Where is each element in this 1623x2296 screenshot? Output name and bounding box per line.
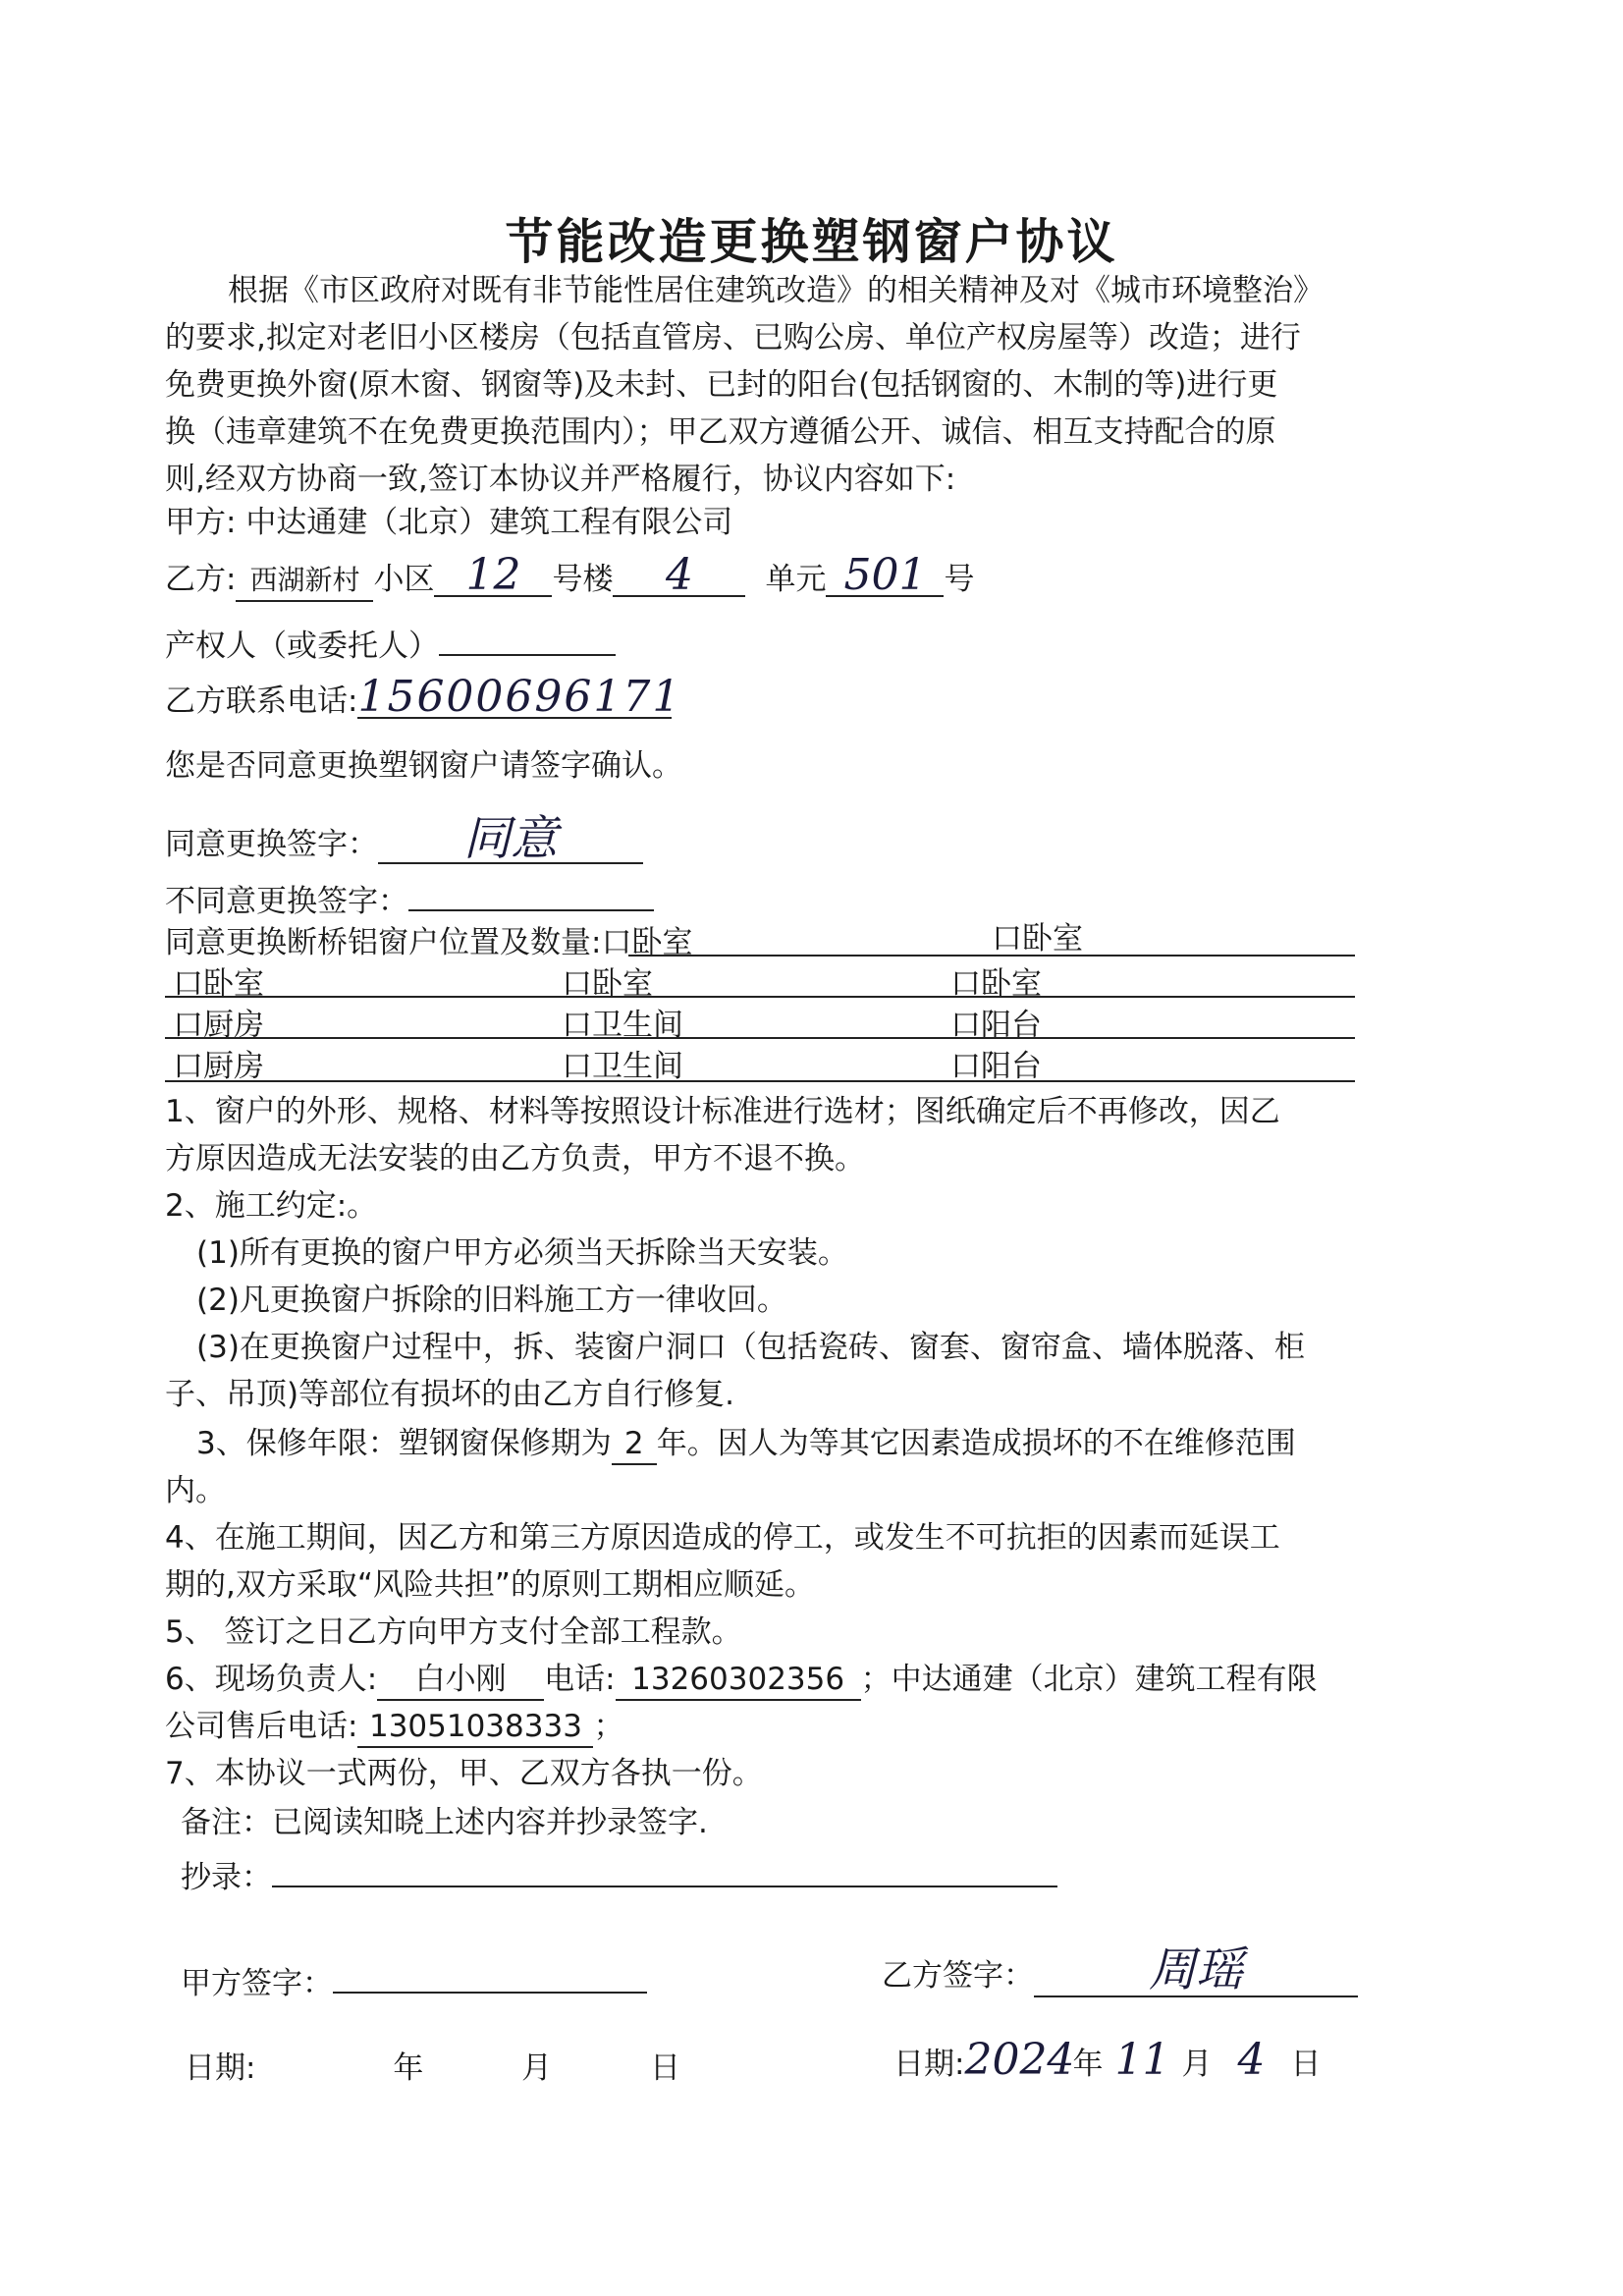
position-r1-c1[interactable]: 口卧室 (601, 925, 693, 960)
date-a-month-unit: 月 (521, 2050, 553, 2086)
clause-2-2: (2)凡更换窗户拆除的旧料施工方一律收回。 (196, 1283, 787, 1318)
position-r2-c3[interactable]: 口卧室 (950, 966, 1042, 1002)
position-r4-c2[interactable]: 口卫生间 (562, 1049, 683, 1084)
clause-2: 2、施工约定:。 (165, 1188, 378, 1224)
date-a-year-unit: 年 (393, 2050, 424, 2086)
date-a-label: 日期: (185, 2050, 256, 2086)
clause-2-3-line-1: (3)在更换窗户过程中，拆、装窗户洞口（包括瓷砖、窗套、窗帘盒、墙体脱落、柜 (196, 1330, 1305, 1365)
date-b-year[interactable]: 2024 (964, 2035, 1075, 2085)
owner-label: 产权人（或委托人） (165, 629, 439, 664)
unit-suffix: 单元 (765, 562, 827, 597)
sign-b-line (882, 1944, 1358, 1997)
intro-line-2: 的要求,拟定对老旧小区楼房（包括直管房、已购公房、单位产权房屋等）改造；进行 (165, 320, 1301, 355)
date-b-month[interactable]: 11 (1114, 2035, 1170, 2085)
phone-field[interactable]: 15600696171 (357, 672, 682, 722)
clause-7: 7、本协议一式两份，甲、乙双方各执一份。 (165, 1756, 763, 1791)
agree-signature-field[interactable]: 同意 (378, 815, 643, 864)
clause-4-line-1: 4、在施工期间，因乙方和第三方原因造成的停工，或发生不可抗拒的因素而延误工 (165, 1520, 1280, 1556)
clause-6-phone-label: 电话: (544, 1662, 616, 1697)
agree-line (165, 811, 643, 866)
sign-a-line (181, 1956, 647, 2003)
sign-b-field[interactable]: 周瑶 (1034, 1944, 1358, 1997)
position-r4-c3[interactable]: 口阳台 (950, 1049, 1042, 1084)
position-r4-c1[interactable]: 口厨房 (173, 1049, 264, 1084)
party-a-name: 中达通建（北京）建筑工程有限公司 (245, 505, 733, 540)
date-b-day-unit: 日 (1290, 2047, 1322, 2082)
positions-rule-4 (165, 1080, 1355, 1082)
disagree-line (165, 874, 654, 921)
sign-b-label: 乙方签字： (882, 1958, 1034, 1994)
party-b-line (165, 550, 975, 602)
positions-rule-2 (165, 996, 1355, 998)
party-b-label: 乙方: (165, 562, 237, 597)
service-phone-field[interactable]: 13051038333 (357, 1707, 593, 1748)
clause-6-label: 6、现场负责人: (165, 1662, 378, 1697)
date-a-day-unit: 日 (650, 2050, 681, 2086)
intro-line-4: 换（违章建筑不在免费更换范围内）；甲乙双方遵循公开、诚信、相互支持配合的原 (165, 414, 1276, 450)
sign-a-label: 甲方签字： (181, 1966, 333, 2001)
remark: 备注：已阅读知晓上述内容并抄录签字. (181, 1805, 708, 1840)
room-field[interactable]: 501 (826, 556, 944, 597)
agree-label: 同意更换签字： (165, 827, 378, 862)
positions-rule-1 (628, 955, 1355, 957)
clause-3-post: 年。因人为等其它因素造成损坏的不在维修范围 (656, 1426, 1296, 1461)
clause-6-line-2 (165, 1707, 623, 1748)
building-field[interactable]: 12 (434, 556, 552, 597)
room-suffix: 号 (944, 562, 975, 597)
site-manager-field[interactable]: 白小刚 (377, 1660, 544, 1701)
date-a-line (185, 2049, 680, 2088)
date-b-label: 日期: (893, 2047, 965, 2082)
phone-label: 乙方联系电话: (165, 683, 358, 719)
party-a-line (165, 503, 732, 542)
community-suffix: 小区 (373, 562, 435, 597)
owner-line (165, 619, 616, 666)
warranty-years-field[interactable]: 2 (612, 1424, 657, 1465)
position-r3-c2[interactable]: 口卫生间 (562, 1008, 683, 1043)
position-r3-c1[interactable]: 口厨房 (173, 1008, 264, 1043)
clause-2-1: (1)所有更换的窗户甲方必须当天拆除当天安装。 (196, 1235, 848, 1271)
positions-label: 同意更换断桥铝窗户位置及数量: (165, 925, 602, 960)
clause-6-tail: ；中达通建（北京）建筑工程有限 (860, 1662, 1318, 1697)
intro-line-5: 则,经双方协商一致,签订本协议并严格履行，协议内容如下: (165, 462, 956, 497)
community-field[interactable]: 西湖新村 (236, 561, 373, 602)
intro-line-1: 根据《市区政府对既有非节能性居住建筑改造》的相关精神及对《城市环境整治》 (228, 273, 1324, 308)
intro-line-3: 免费更换外窗(原木窗、钢窗等)及未封、已封的阳台(包括钢窗的、木制的等)进行更 (165, 367, 1278, 403)
clause-1-line-1: 1、窗户的外形、规格、材料等按照设计标准进行选材；图纸确定后不再修改，因乙 (165, 1094, 1280, 1129)
date-b-line (893, 2035, 1322, 2085)
owner-field[interactable] (439, 619, 616, 656)
clause-6-end: ； (593, 1709, 624, 1744)
phone-line (165, 672, 682, 722)
position-r2-c2[interactable]: 口卧室 (562, 966, 653, 1002)
clause-4-line-2: 期的,双方采取“风险共担”的原则工期相应顺延。 (165, 1567, 815, 1603)
position-r3-c3[interactable]: 口阳台 (950, 1008, 1042, 1043)
copy-field[interactable] (272, 1850, 1057, 1887)
positions-rule-3 (165, 1037, 1355, 1039)
party-a-label: 甲方: (165, 505, 237, 540)
clause-6-service-label: 公司售后电话: (165, 1709, 358, 1744)
clause-3-line-1 (196, 1424, 1296, 1465)
copy-line (181, 1850, 1057, 1897)
clause-2-3-line-2: 子、吊顶)等部位有损坏的由乙方自行修复. (165, 1377, 734, 1412)
date-b-year-unit: 年 (1072, 2047, 1104, 2082)
consent-question: 您是否同意更换塑钢窗户请签字确认。 (165, 748, 682, 784)
clause-3-pre: 3、保修年限：塑钢窗保修期为 (196, 1426, 612, 1461)
sign-a-field[interactable] (333, 1956, 647, 1994)
copy-label: 抄录： (181, 1860, 272, 1895)
site-manager-phone-field[interactable]: 13260302356 (616, 1660, 861, 1701)
position-r2-c1[interactable]: 口卧室 (173, 966, 264, 1002)
unit-field[interactable]: 4 (613, 556, 745, 597)
date-b-day[interactable]: 4 (1237, 2035, 1266, 2085)
clause-3-line-2: 内。 (165, 1473, 226, 1508)
positions-label-row (165, 923, 692, 962)
building-suffix: 号楼 (552, 562, 614, 597)
disagree-label: 不同意更换签字： (165, 884, 408, 919)
clause-6-line-1 (165, 1660, 1318, 1701)
disagree-signature-field[interactable] (408, 874, 654, 911)
document-title: 节能改造更换塑钢窗户协议 (505, 214, 1118, 270)
clause-5: 5、 签订之日乙方向甲方支付全部工程款。 (165, 1614, 742, 1650)
date-b-month-unit: 月 (1181, 2047, 1213, 2082)
position-r1-c2[interactable]: 口卧室 (992, 921, 1083, 957)
clause-1-line-2: 方原因造成无法安装的由乙方负责，甲方不退不换。 (165, 1141, 865, 1176)
